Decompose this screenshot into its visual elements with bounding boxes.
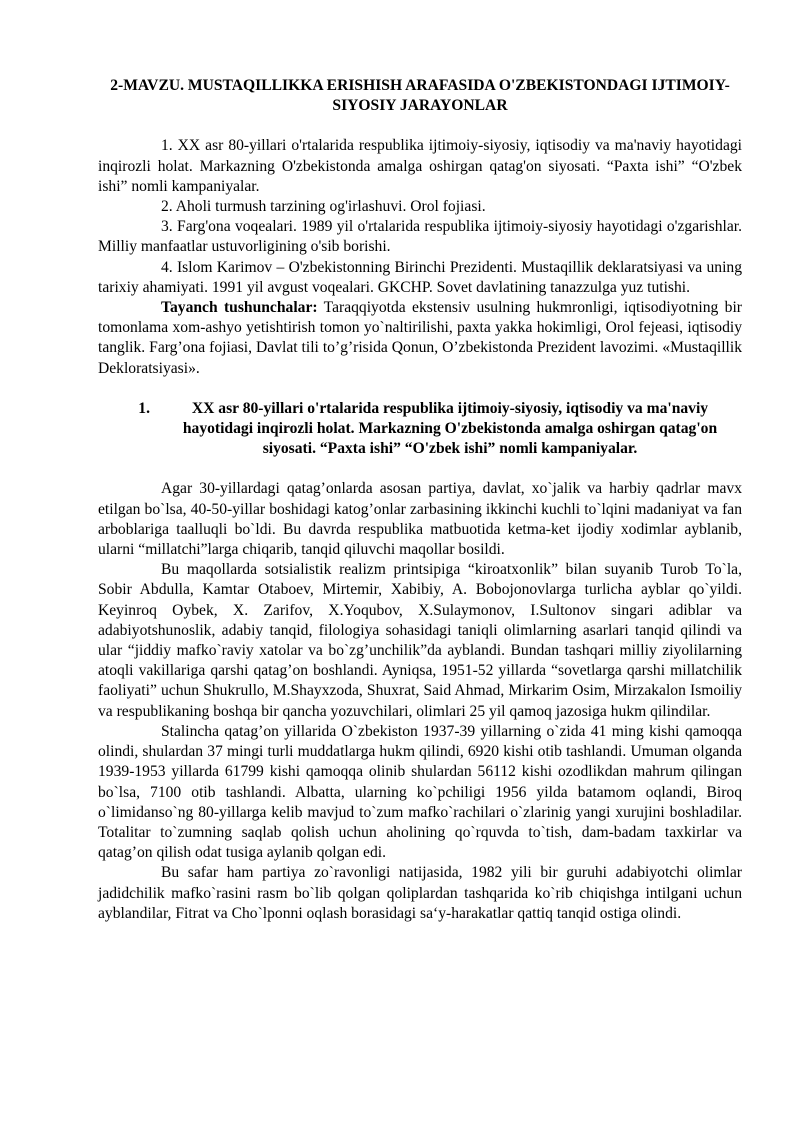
plan-item-1: 1. XX asr 80-yillari o'rtalarida respublika ijtimoiy-siyosiy, iqtisodiy va ma'naviy hayotidagi inqirozli holat. Markazning O'zbekistonda amalga oshirgan qatag'on siyosati. “Paxta ishi” “O'zbek ishi” nomli kampaniyalar. [98, 137, 742, 195]
body-paragraph-4: Bu safar ham partiya zo`ravonligi natijasida, 1982 yili bir guruhi adabiyotchi olimlar jadidchilik mafko`rasini rasm bo`lib qolgan qoliplardan tashqarida ko`rib chiqishga intilgani uchun ayblandilar, Fitrat va Cho`lponni oqlash borasidagi sa‘y-harakatlar qattiq tanqid ostiga olindi. [98, 864, 742, 922]
key-terms-paragraph [98, 298, 742, 379]
plan-item-3: 3. Farg'ona voqealari. 1989 yil o'rtalarida respublika ijtimoiy-siyosiy hayotidagi o'zgarishlar. Milliy manfaatlar ustuvorligining o'sib borishi. [98, 218, 742, 256]
section-number: 1. [138, 399, 150, 417]
section-heading [98, 399, 742, 460]
plan-item-4: 4. Islom Karimov – O'zbekistonning Birinchi Prezidenti. Mustaqillik deklaratsiyasi va uning tarixiy ahamiyati. 1991 yil avgust voqealari. GKCHP. Sovet davlatining tanazzulga yuz tutishi. [98, 258, 742, 296]
plan-item-2: 2. Aholi turmush tarzining og'irlashuvi. Orol fojiasi. [161, 198, 486, 216]
document-content [98, 76, 742, 924]
body-paragraph-3: Stalincha qatag’on yillarida O`zbekiston 1937-39 yillarning o`zida 41 ming kishi qamoqqa olindi, shulardan 37 mingi turli muddatlarga hukm qilindi, 6920 kishi otib tashlandi. Umuman olganda 1939-1953 yillarda 61799 kishi qamoqqa olinib shulardan 56112 kishi ozodlikdan mahrum qilingan bo`lsa, 7100 otib tashlandi. Albatta, ularning ko`pchiligi 1956 yilda batamom oqlandi, Biroq o`limidanso`ng 80-yillarga kelib mavjud to`zum mafko`rachilari o`zlarinig yangi xurujini boshladilar. Totalitar to`zumning saqlab qolish uchun aholining qo`rquvda to`tish, dam-badam taxkirlar va qatag’on qilish odat tusiga aylanib qolgan edi. [98, 722, 742, 862]
key-terms-text: Taraqqiyotda ekstensiv usulning hukmronligi, iqtisodiyotning bir tomonlama xom-ashyo yetishtirish tomon yo`naltirilishi, paxta yakka hokimligi, Orol fejeasi, iqtisodiy tanglik. Farg’ona fojiasi, Davlat tili to’g’risida Qonun, O’zbekistonda Prezident lavozimi. «Mustaqillik Dekloratsiyasi». [98, 299, 742, 377]
body-paragraph-2: Bu maqollarda sotsialistik realizm printsipiga “kiroatxonlik” bilan suyanib Turob To`la, Sobir Abdulla, Kamtar Otaboev, Mirtemir, Xabibiy, A. Bobojonovlarga turlicha ayblar qo`yildi. Keyinroq Oybek, X. Zarifov, X.Yoqubov, X.Sulaymonov, I.Sultonov singari adiblar va adabiyotshunoslik, adabiy tanqid, filologiya sohasidagi taniqli olimlarning asarlari tanqid qilindi va ular “jiddiy mafko`raviy xatolar va bo`zg’unchilik”da ayblandi. Bundan tashqari milliy ziyolilarning atoqli vakillariga qarshi qatag’on boshlandi. Ayniqsa, 1951-52 yillarda “sovetlarga qarshi millatchilik faoliyati” uchun Shukrullo, M.Shayxzoda, Shuxrat, Said Ahmad, Mirkarim Osim, Mirzakalon Ismoiliy va respublikaning boshqa bir qancha yozuvchilari, olimlari 25 yil qamoq jazosiga hukm qilindilar. [98, 561, 742, 720]
key-terms-label: Tayanch tushunchalar: [161, 299, 318, 317]
page-title: 2-MAVZU. MUSTAQILLIKKA ERISHISH ARAFASIDA O'ZBEKISTONDAGI IJTIMOIY-SIYOSIY JARAYONLAR [110, 77, 730, 115]
section-heading-text: XX asr 80-yillari o'rtalarida respublika ijtimoiy-siyosiy, iqtisodiy va ma'naviy hayotidagi inqirozli holat. Markazning O'zbekistonda amalga oshirgan qatag'on siyosati. “Paxta ishi” “O'zbek ishi” nomli kampaniyalar. [182, 399, 718, 458]
body-paragraph-1: Agar 30-yillardagi qatag’onlarda asosan partiya, davlat, xo`jalik va harbiy qadrlar mavx etilgan bo`lsa, 40-50-yillar boshidagi katog’onlar zarbasining ikkinchi kuchli to`lqini madaniyat va fan arboblariga taalluqli bo`ldi. Bu davrda respublika matbuotida ketma-ket ijodiy xodimlar ayblanib, ularni “millatchi”larga chiqarib, tanqid qiluvchi maqollar bosildi. [98, 480, 742, 559]
